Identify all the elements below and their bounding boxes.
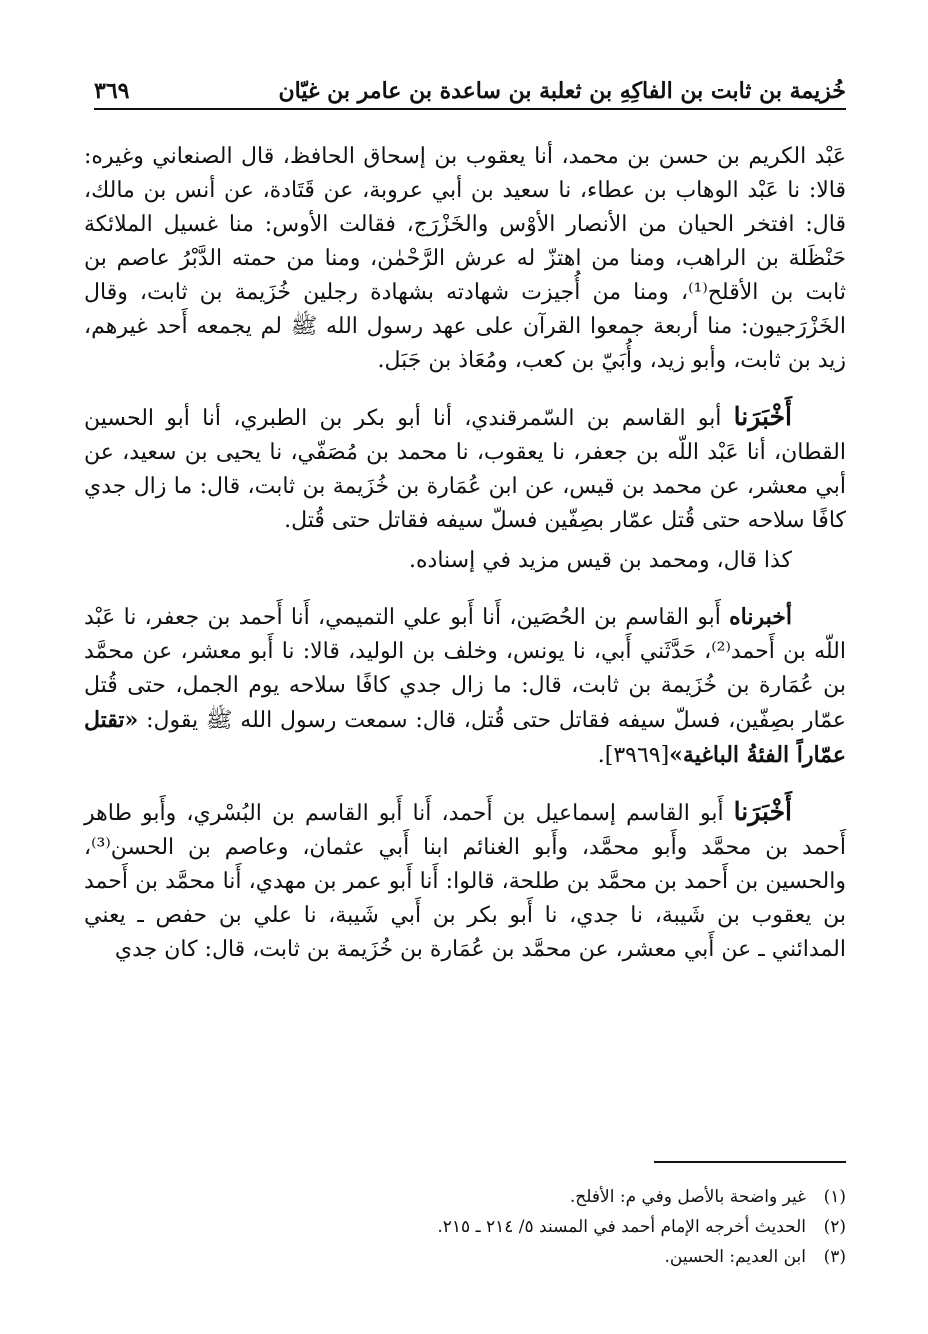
paragraph-4-text: أَبو القاسم بن الحُصَين، أَنا أَبو علي التميمي، أَنا أَحمد بن جعفر، نا عَبْد اللّه بن أَحمد⁽²⁾، حَدَّثَني أَبي، نا يونس، وخلف بن الوليد، قالا: نا أَبو معشر، عن محمَّد بن عُمَارة بن خُزَيمة بن ثابت، قال: ما زال جدي كافًا سلاحه يوم الجمل، حتى قُتل عمّار بصِفّين، فسلّ سيفه فقاتل حتى قُتل، قال: سمعت رسول الله ﷺ يقول: [84,605,846,733]
paragraph-2 [84,400,846,538]
footnote-text: الحديث أخرجه الإمام أحمد في المسند ٥/ ٢١٤ ـ ٢١٥. [437,1217,806,1237]
paragraph-4 [84,600,846,773]
footnotes [84,1182,846,1272]
footnote-number: (١) [823,1187,846,1207]
hadith-quote: «تقتل عمّاراً الفئةُ الباغية» [84,707,846,768]
footnote-2 [84,1212,846,1242]
footnote-text: غير واضحة بالأصل وفي م: الأفلح. [569,1187,806,1207]
paragraph-4-lead: أخبرناه [729,604,792,630]
paragraph-3: كذا قال، ومحمد بن قيس مزيد في إسناده. [409,548,792,573]
running-title: خُزيمة بن ثابت بن الفاكِهِ بن ثعلبة بن ساعدة بن عامر بن غيّان [278,78,846,104]
paragraph-2-lead: أَخْبَرَنا [733,402,792,431]
paragraph-2-text: أبو القاسم بن السّمرقندي، أنا أبو بكر بن الطبري، أنا أبو الحسين القطان، أنا عَبْد اللّه بن جعفر، نا يعقوب، نا محمد بن مُصَفّي، نا يحيى بن سعيد، عن أبي معشر، عن محمد بن قيس، عن ابن عُمَارة بن خُزَيمة بن ثابت، قال: ما زال جدي كافًا سلاحه حتى قُتل عمّار بصِفّين فسلّ سيفه فقاتل حتى قُتل. [84,406,846,533]
running-header [94,66,846,110]
footnote-3 [84,1242,846,1272]
hadith-reference: [٣٩٦٩]. [597,743,670,768]
main-text [84,140,846,967]
footnote-number: (٢) [823,1217,846,1237]
paragraph-5-lead: أَخْبَرَنا [733,797,792,826]
paragraph-5-text: أَبو القاسم إسماعيل بن أَحمد، أَنا أَبو القاسم بن البُسْري، وأَبو طاهر أَحمد بن محمَّد وأَبو محمَّد، وأَبو الغنائم ابنا أَبي عثمان، وعاصم بن الحسن⁽³⁾، والحسين بن أَحمد بن محمَّد بن طلحة، قالوا: أَنا أَبو عمر بن مهدي، أَنا محمَّد بن أَحمد بن يعقوب بن شَيبة، نا جدي، نا أَبو بكر بن أَبي شَيبة، نا علي بن حفص ـ يعني المدائني ـ عن أَبي معشر، عن محمَّد بن عُمَارة بن خُزَيمة بن ثابت، قال: كان جدي [84,801,846,962]
paragraph-1: عَبْد الكريم بن حسن بن محمد، أنا يعقوب بن إسحاق الحافظ، قال الصنعاني وغيره: قالا: نا عَبْد الوهاب بن عطاء، نا سعيد بن أبي عروبة، عن قَتَادة، عن أنس بن مالك، قال: افتخر الحيان من الأنصار الأوْس والخَزْرَج، فقالت الأوس: منا غسيل الملائكة حَنْظَلة بن الراهب، ومنا من اهتزّ له عرش الرَّحْمٰن، ومنا من حمته الدَّبْرُ عاصم بن ثابت بن الأقلح⁽¹⁾، ومنا من أُجيزت شهادته بشهادة رجلين خُزَيمة بن ثابت، وقال الخَزْرَجيون: منا أربعة جمعوا القرآن على عهد رسول الله ﷺ لم يجمعه أَحد غيرهم، زيد بن ثابت، وأبو زيد، وأُبَيّ بن كعب، ومُعَاذ بن جَبَل. [84,144,846,373]
footnote-divider [654,1161,846,1163]
footnote-text: ابن العديم: الحسين. [664,1247,806,1267]
footnote-1 [84,1182,846,1212]
footnote-number: (٣) [823,1247,846,1267]
paragraph-5 [84,795,846,967]
page-number: ٣٦٩ [94,78,130,104]
